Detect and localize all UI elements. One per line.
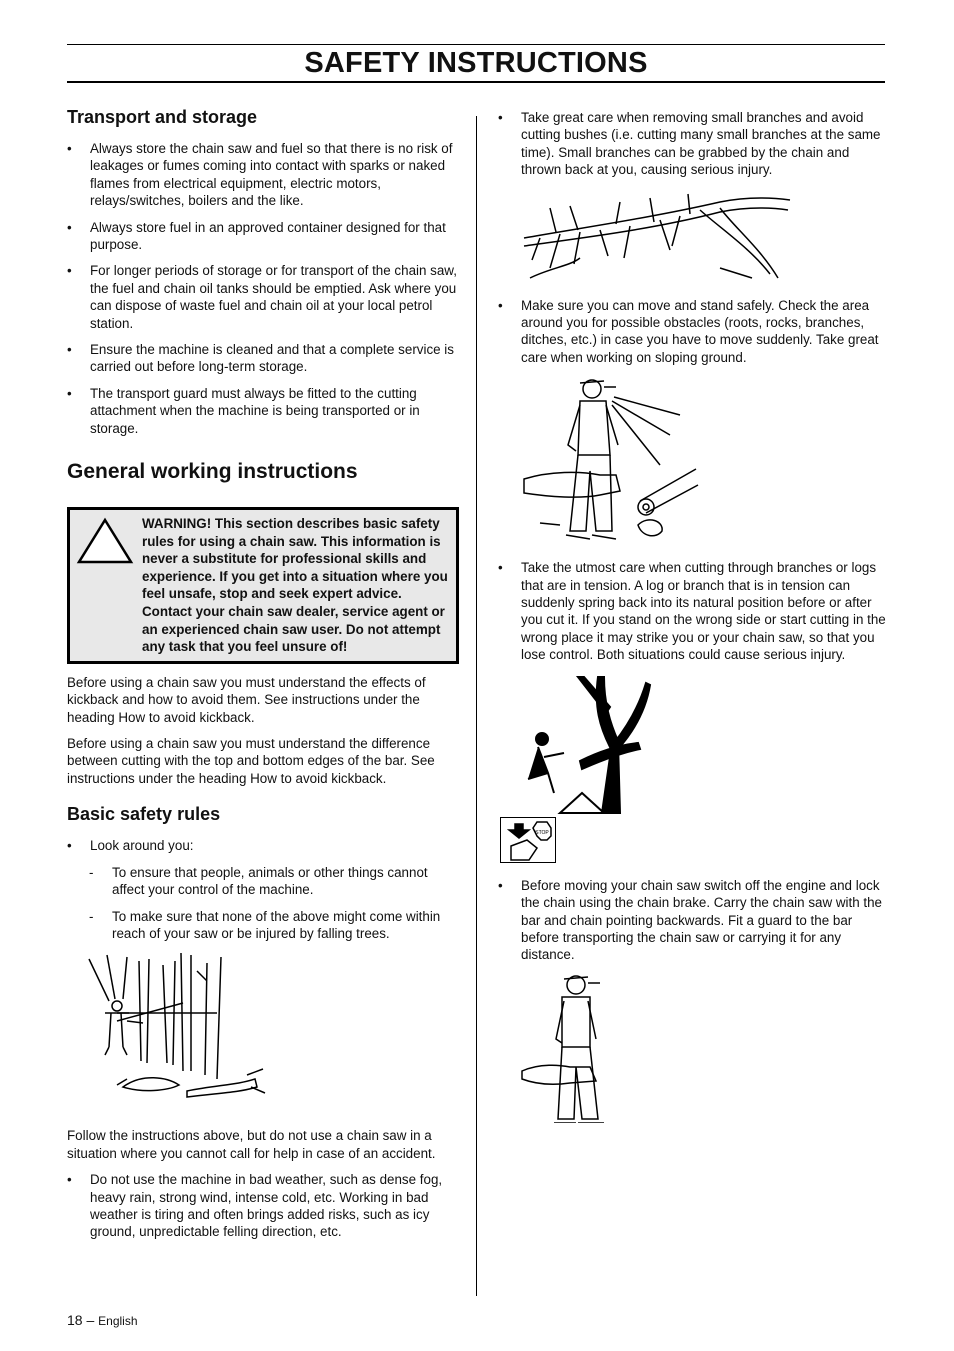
warning-box [67,507,459,664]
left-column [67,106,457,1250]
stand-bullet: • Make sure you can move and stand safely. Check the area around you for possible obstacles (roots, rocks, branches, ditches, etc.) in case you have to move suddenly. Take great care when working on sloping ground. [498,297,886,367]
page-number: 18 – [67,1312,95,1328]
transport-bullet: • Always store the chain saw and fuel so that there is no risk of leakages or fumes coming into contact with sparks or naked flames from electrical equipment, electric motors, relays/switches, boilers and the like. [67,140,457,210]
kickback-paragraph: Before using a chain saw you must understand the effects of kickback and how to avoid them. See instructions under the heading How to avoid kickback. [67,674,426,725]
follow-paragraph: Follow the instructions above, but do not use a chain saw in a situation where you cannot call for help in case of an accident. [67,1128,436,1161]
transport-heading: Transport and storage [67,107,258,127]
chain-brake-icon [501,818,555,862]
warning-triangle-icon [76,516,134,566]
tension-log-illustration [520,673,660,815]
weather-bullet: • Do not use the machine in bad weather, such as dense fog, heavy rain, strong wind, intense cold, etc. Working in bad weather is tiring and often brings added risks, such as icy ground, unpredictable felling direction, etc. [67,1171,457,1241]
stop-icon-box [500,817,556,863]
stop-label: STOP [535,829,549,836]
page-title: SAFETY INSTRUCTIONS [304,47,648,79]
look-around-bullet: • Look around you: [67,837,457,854]
page-footer [67,1312,138,1328]
warning-text: WARNING! This section describes basic safety rules for using a chain saw. This information is never a substitute for professional skills and experience. If you get into a situation where you feel unsafe, stop and seek expert advice. Contact your chain saw dealer, service agent or an experienced chain saw user. Do not attempt any task that you feel unsure of! [142,516,448,655]
header-rule-bottom [67,81,885,83]
column-divider [476,116,477,1296]
forest-worker-illustration [87,951,287,1113]
basic-heading: Basic safety rules [67,804,221,825]
transport-bullet: • For longer periods of storage or for transport of the chain saw, the fuel and chain oil tanks should be emptied. Ask where you can dispose of waste fuel and chain oil at your local petrol station. [67,262,457,332]
carry-saw-illustration [520,973,620,1123]
transport-bullet: • The transport guard must always be fitted to the cutting attachment when the machine is being transported or in storage. [67,385,457,437]
dash-item: - To ensure that people, animals or other things cannot affect your control of the machine. [67,864,457,899]
transport-bullet: • Ensure the machine is cleaned and that a complete service is carried out before long-term storage. [67,341,457,376]
footer-language: English [98,1314,138,1328]
moving-bullet: • Before moving your chain saw switch off the engine and lock the chain using the chain brake. Carry the chain saw with the bar and chain pointing backwards. Fit a guard to the bar before transporting the chain saw or carrying it for any distance. [498,877,886,964]
right-column [498,109,886,1137]
branch-illustration [520,188,800,283]
sawyer-obstacles-illustration [520,375,700,545]
transport-bullet: • Always store fuel in an approved container designed for that purpose. [67,219,457,254]
dash-item: - To make sure that none of the above might come within reach of your saw or be injured by falling trees. [67,908,457,943]
tension-bullet: • Take the utmost care when cutting through branches or logs that are in tension. A log or branch that is in tension can suddenly spring back into its natural position before or after you cut it. If you stand on the wrong side or start cutting in the wrong place it may strike you or your chain saw, so that you lose control. Both situations could cause serious injury. [498,559,886,663]
branches-bullet: • Take great care when removing small branches and avoid cutting bushes (i.e. cutting many small branches at the same time). Small branches can be grabbed by the chain and thrown back at you, causing serious injury. [498,109,886,179]
bar-edges-paragraph: Before using a chain saw you must understand the difference between cutting with the top and bottom edges of the bar. See instructions under the heading How to avoid kickback. [67,736,435,786]
general-heading: General working instructions [67,460,358,484]
